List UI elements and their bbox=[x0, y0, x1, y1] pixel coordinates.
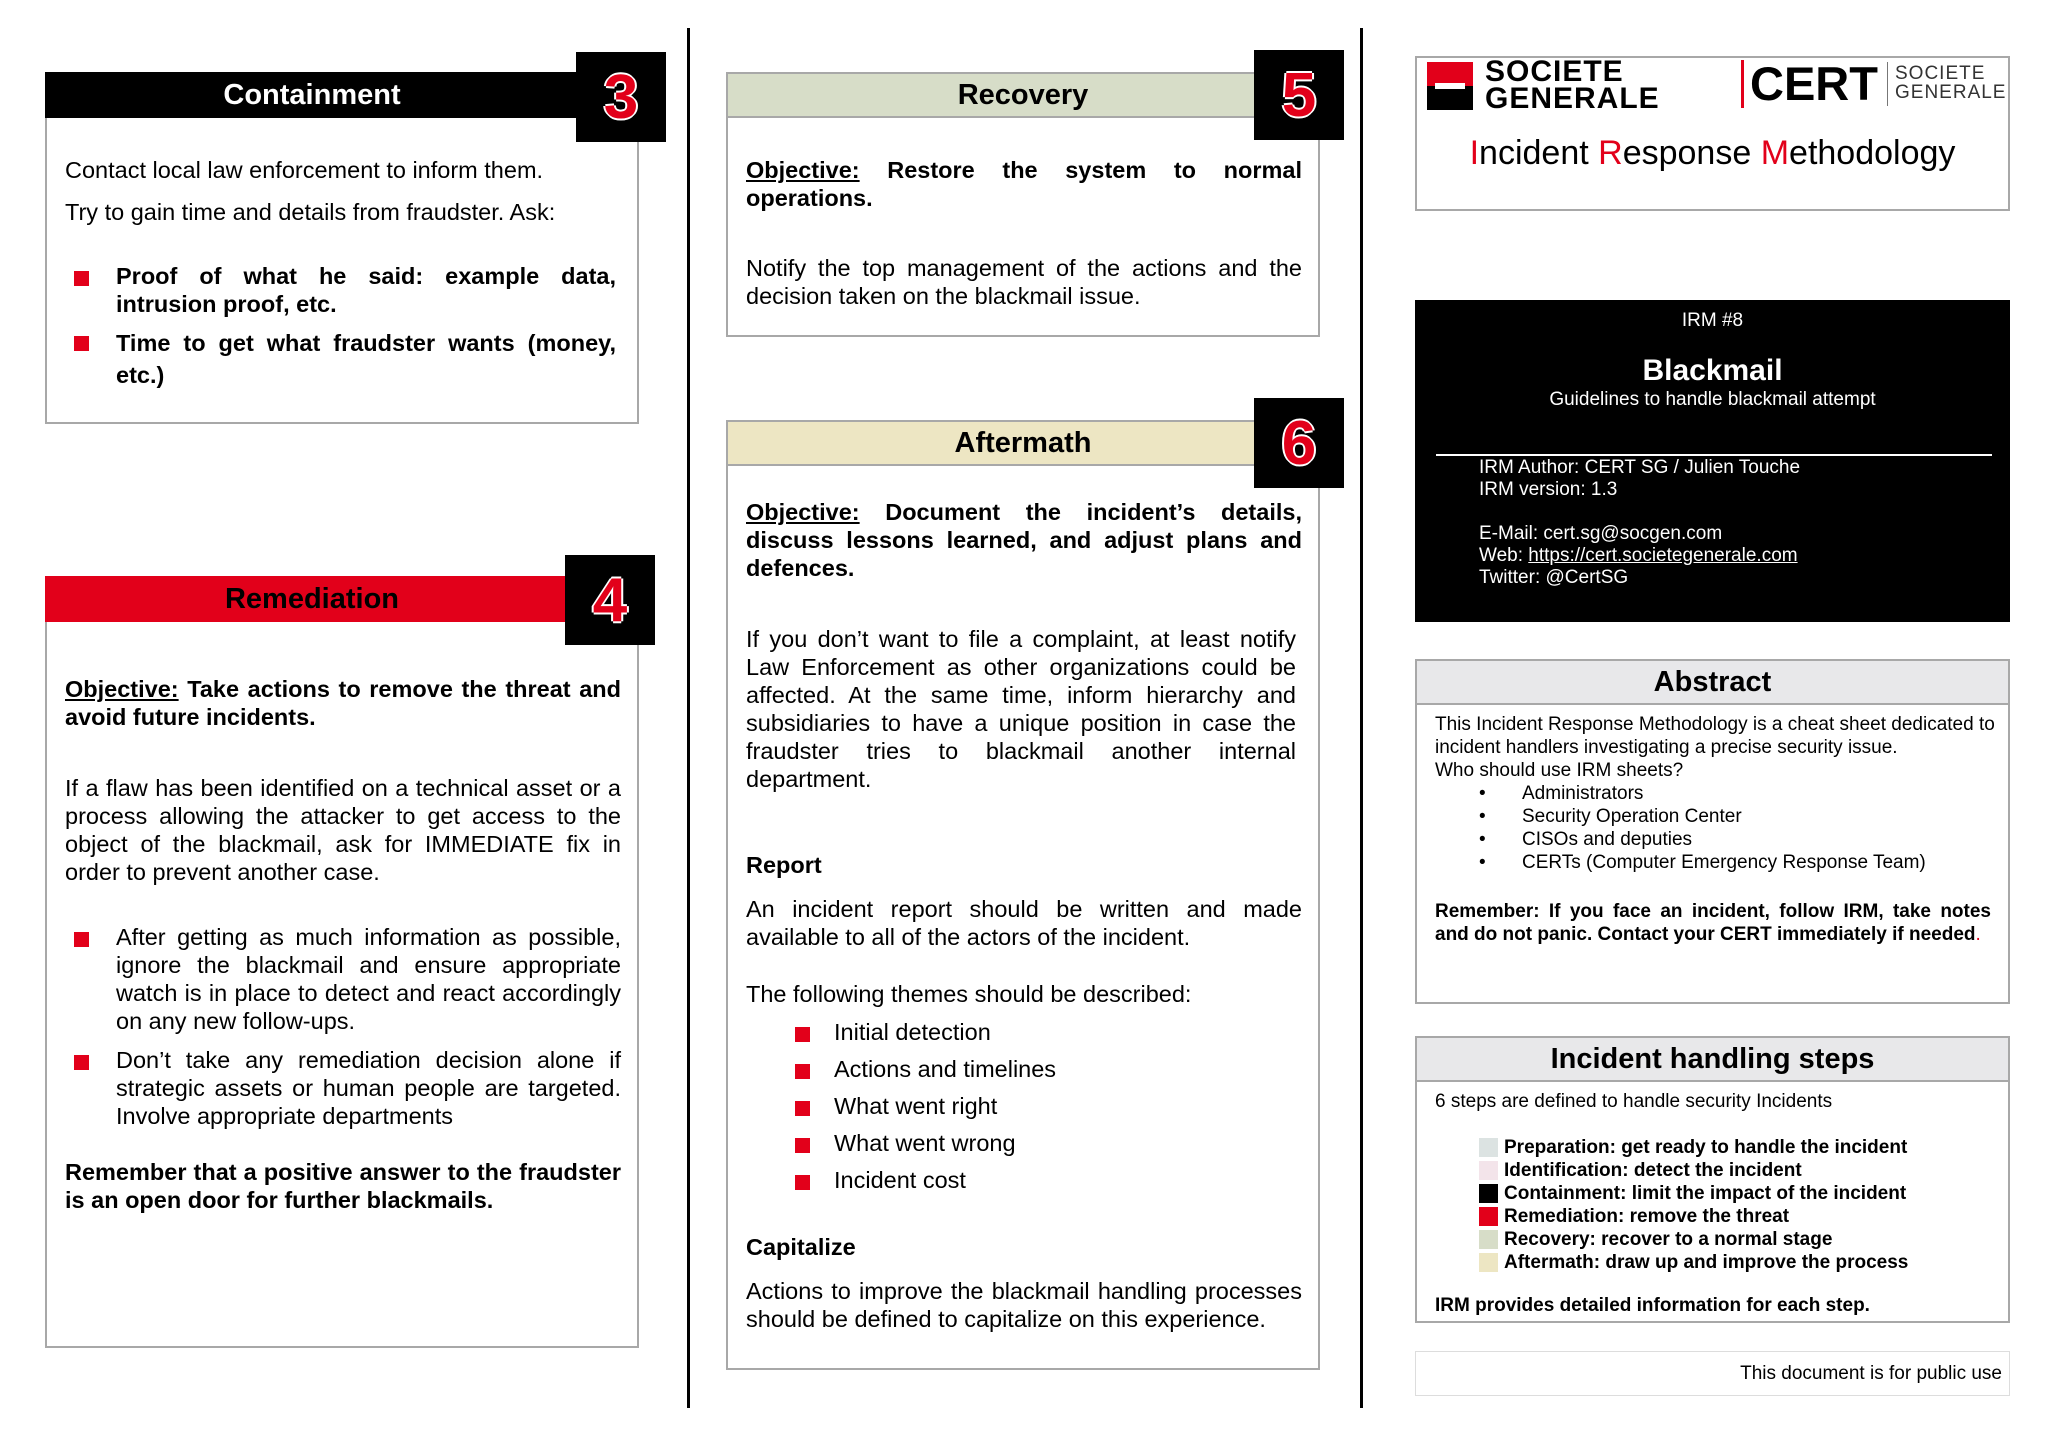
legend-swatch bbox=[1479, 1184, 1498, 1203]
card-author: IRM Author: CERT SG / Julien Touche bbox=[1479, 457, 1801, 478]
card-web bbox=[1479, 544, 1798, 567]
remediation-title: Remediation bbox=[224, 582, 400, 615]
bullet-icon bbox=[795, 1027, 810, 1042]
card-twitter: Twitter: @CertSG bbox=[1479, 567, 1629, 588]
remediation-bullet-2: Don’t take any remediation decision alone if strategic assets or human people are targeted. Involve appropriate departments bbox=[116, 1047, 621, 1129]
report-text: An incident report should be written and made available to all of the actors of the incident. bbox=[746, 896, 1302, 950]
card-subtitle: Guidelines to handle blackmail attempt bbox=[1549, 389, 1876, 410]
step-number-badge bbox=[576, 52, 666, 142]
aftermath-number: 6 bbox=[1281, 408, 1317, 478]
theme-item: Initial detection bbox=[834, 1019, 991, 1045]
theme-item: What went right bbox=[834, 1093, 998, 1119]
legend-swatch bbox=[1479, 1230, 1498, 1249]
cert-logo-sub bbox=[1895, 64, 2006, 102]
report-heading: Report bbox=[746, 852, 822, 878]
capitalize-text: Actions to improve the blackmail handling processes should be defined to capitalize on this experience. bbox=[746, 1278, 1302, 1332]
card-web-label: Web: bbox=[1479, 545, 1529, 566]
step-number-badge bbox=[1254, 398, 1344, 488]
remediation-paragraph: If a flaw has been identified on a technical asset or a process allowing the attacker to get access to the object of the blackmail, ask for IMMEDIATE fix in order to prevent another case. bbox=[65, 775, 621, 885]
sg-logo-mark bbox=[1427, 62, 1473, 110]
capitalize-heading: Capitalize bbox=[746, 1234, 856, 1260]
irm-letter-r: R bbox=[1598, 134, 1623, 172]
public-use-box bbox=[1415, 1351, 2010, 1396]
steps-footer: IRM provides detailed information for each step. bbox=[1435, 1295, 1870, 1316]
step-item: Containment: limit the impact of the incident bbox=[1504, 1183, 1907, 1204]
abstract-section bbox=[1415, 659, 2010, 1004]
recovery-paragraph: Notify the top management of the actions and the decision taken on the blackmail issue. bbox=[746, 255, 1302, 309]
remediation-header bbox=[45, 576, 639, 622]
step-item: Recovery: recover to a normal stage bbox=[1504, 1229, 1833, 1250]
abstract-user-item: CERTs (Computer Emergency Response Team) bbox=[1522, 852, 1926, 873]
logo-box bbox=[1415, 56, 2010, 211]
legend-swatch bbox=[1479, 1161, 1498, 1180]
step-number-badge bbox=[1254, 50, 1344, 140]
sg-logo-line1: SOCIETE bbox=[1485, 55, 1624, 88]
containment-line1: Contact local law enforcement to inform them. bbox=[65, 157, 544, 183]
step-item: Aftermath: draw up and improve the process bbox=[1504, 1252, 1909, 1273]
recovery-section bbox=[726, 72, 1320, 337]
abstract-title: Abstract bbox=[1653, 665, 1772, 698]
irm-letter-m: M bbox=[1760, 134, 1790, 172]
cert-logo-text: CERT bbox=[1750, 57, 1878, 110]
aftermath-paragraph: If you don’t want to file a complaint, at least notify Law Enforcement as other organizations could be affected. At the same time, inform hierarchy and subsidiaries to have a unique position in case the fraudster tries to blackmail another internal department. bbox=[746, 626, 1296, 792]
steps-intro: 6 steps are defined to handle security Incidents bbox=[1435, 1091, 1833, 1112]
aftermath-header bbox=[726, 420, 1320, 466]
containment-section bbox=[45, 72, 639, 424]
remediation-number: 4 bbox=[592, 565, 628, 635]
steps-header bbox=[1415, 1036, 2010, 1082]
bullet-dot-icon: • bbox=[1479, 806, 1486, 827]
cert-logo-sub2: GENERALE bbox=[1895, 82, 2007, 103]
steps-section bbox=[1415, 1036, 2010, 1323]
abstract-header bbox=[1415, 659, 2010, 705]
sg-logo-line2: GENERALE bbox=[1485, 82, 1660, 115]
theme-item: What went wrong bbox=[834, 1130, 1016, 1156]
abstract-remember-text: Remember: If you face an incident, follow IRM, take notes and do not panic. Contact your CERT immediately if needed bbox=[1435, 901, 1991, 945]
remediation-objective-text: Take actions to remove the threat and avoid future incidents. bbox=[65, 676, 621, 730]
remediation-objective-label: Objective: bbox=[65, 676, 179, 702]
remediation-remember: Remember that a positive answer to the fraudster is an open door for further blackmails. bbox=[65, 1159, 621, 1213]
containment-line2: Try to gain time and details from fraudster. Ask: bbox=[65, 199, 556, 225]
steps-title: Incident handling steps bbox=[1550, 1042, 1875, 1075]
column-divider-left bbox=[687, 28, 690, 1408]
card-title: Blackmail bbox=[1642, 354, 1783, 387]
step-item: Remediation: remove the threat bbox=[1504, 1206, 1790, 1227]
containment-bullet-2: Time to get what fraudster wants (money, etc.) bbox=[116, 330, 616, 388]
irm-word-2: esponse bbox=[1622, 134, 1761, 172]
recovery-number: 5 bbox=[1281, 60, 1317, 130]
bullet-icon bbox=[74, 336, 89, 351]
abstract-remember bbox=[1435, 900, 1991, 946]
irm-word-3: ethodology bbox=[1789, 134, 1956, 172]
aftermath-section bbox=[726, 420, 1320, 1370]
aftermath-objective-label: Objective: bbox=[746, 499, 860, 525]
bullet-icon bbox=[795, 1101, 810, 1116]
recovery-objective-label: Objective: bbox=[746, 157, 860, 183]
themes-intro: The following themes should be described: bbox=[746, 981, 1192, 1007]
step-item: Preparation: get ready to handle the incident bbox=[1504, 1137, 1908, 1158]
bullet-icon bbox=[74, 271, 89, 286]
legend-swatch bbox=[1479, 1138, 1498, 1157]
abstract-remember-end: . bbox=[1975, 924, 1981, 945]
remediation-bullet-1: After getting as much information as possible, ignore the blackmail and ensure appropriate watch is in place to detect and react accordingly on any new follow-ups. bbox=[116, 924, 621, 1034]
public-use-text: This document is for public use bbox=[1740, 1363, 2002, 1384]
abstract-user-item: Administrators bbox=[1522, 783, 1644, 804]
recovery-title: Recovery bbox=[957, 78, 1089, 111]
containment-number: 3 bbox=[603, 62, 639, 132]
remediation-section bbox=[45, 576, 639, 1348]
bullet-icon bbox=[74, 1055, 89, 1070]
irm-number: IRM #8 bbox=[1681, 310, 1744, 331]
card-web-link[interactable]: https://cert.societegenerale.com bbox=[1528, 545, 1798, 566]
bullet-icon bbox=[795, 1138, 810, 1153]
abstract-who: Who should use IRM sheets? bbox=[1435, 760, 1684, 781]
step-number-badge bbox=[565, 555, 655, 645]
cert-logo-divider bbox=[1887, 62, 1888, 106]
recovery-objective bbox=[746, 156, 1302, 212]
card-email: E-Mail: cert.sg@socgen.com bbox=[1479, 523, 1723, 544]
abstract-user-item: CISOs and deputies bbox=[1522, 829, 1693, 850]
aftermath-title: Aftermath bbox=[954, 426, 1092, 459]
irm-letter-i: I bbox=[1469, 134, 1480, 172]
bullet-dot-icon: • bbox=[1479, 783, 1486, 804]
containment-bullet-1: Proof of what he said: example data, intrusion proof, etc. bbox=[116, 263, 616, 317]
abstract-intro: This Incident Response Methodology is a cheat sheet dedicated to incident handlers investigating a precise security issue. bbox=[1435, 714, 1995, 758]
irm-word-1: ncident bbox=[1479, 134, 1599, 172]
bullet-icon bbox=[795, 1175, 810, 1190]
bullet-dot-icon: • bbox=[1479, 852, 1486, 873]
legend-swatch bbox=[1479, 1253, 1498, 1272]
legend-swatch bbox=[1479, 1207, 1498, 1226]
sg-logo-text bbox=[1485, 55, 1660, 115]
bullet-dot-icon: • bbox=[1479, 829, 1486, 850]
remediation-objective bbox=[65, 675, 621, 731]
theme-item: Incident cost bbox=[834, 1167, 966, 1193]
card-version: IRM version: 1.3 bbox=[1479, 479, 1618, 500]
column-divider-right bbox=[1360, 28, 1363, 1408]
step-item: Identification: detect the incident bbox=[1504, 1160, 1802, 1181]
bullet-icon bbox=[795, 1064, 810, 1079]
containment-header bbox=[45, 72, 639, 118]
irm-title bbox=[1417, 133, 2008, 173]
cert-logo-sub1: SOCIETE bbox=[1895, 63, 1986, 84]
recovery-objective-text: Restore the system to normal operations. bbox=[746, 157, 1302, 211]
cert-logo-bar bbox=[1741, 60, 1744, 108]
containment-title: Containment bbox=[223, 78, 401, 111]
recovery-header bbox=[726, 72, 1320, 118]
abstract-user-item: Security Operation Center bbox=[1522, 806, 1742, 827]
irm-card bbox=[1415, 300, 2010, 622]
aftermath-objective-text: Document the incident’s details, discuss lessons learned, and adjust plans and defences. bbox=[746, 499, 1302, 581]
theme-item: Actions and timelines bbox=[834, 1056, 1057, 1082]
bullet-icon bbox=[74, 932, 89, 947]
aftermath-objective bbox=[746, 498, 1302, 582]
